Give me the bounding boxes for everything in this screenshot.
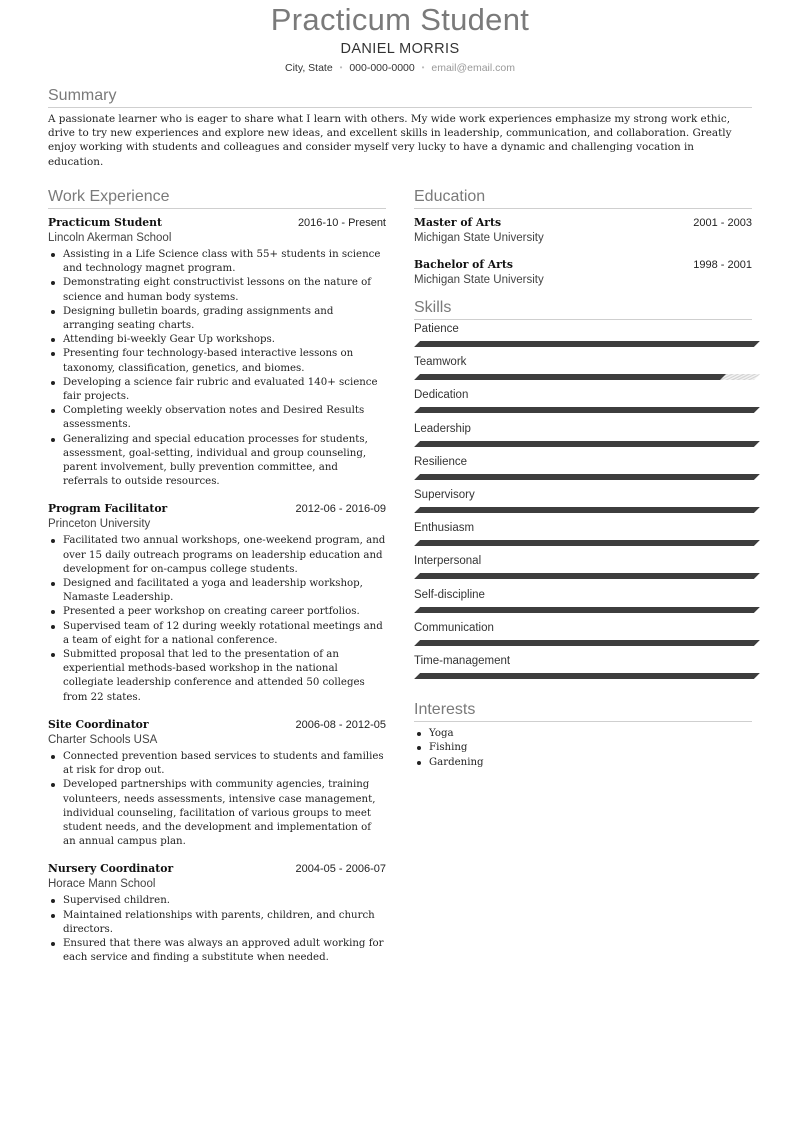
skill-level-bar	[414, 607, 760, 613]
skill-level-bar	[414, 640, 760, 646]
job-bullet: Assisting in a Life Science class with 55+ students in science and technology magnet program.	[48, 248, 386, 276]
skill-level-bar	[414, 341, 760, 347]
skill-item	[414, 552, 752, 585]
education-heading: Education	[414, 187, 752, 209]
job-bullet: Facilitated two annual workshops, one-weekend program, and over 15 daily outreach programs on leadership education and development for on-campus college students.	[48, 534, 386, 577]
skill-level-bar	[414, 673, 760, 679]
job-dates: 2016-10 - Present	[297, 217, 386, 229]
job-bullet: Supervised team of 12 during weekly rotational meetings and a team of eight for a national conference.	[48, 620, 386, 648]
degree-title: Bachelor of Arts	[414, 258, 513, 271]
skill-name: Supervisory	[414, 488, 475, 501]
education-entry	[414, 258, 752, 286]
job-bullet: Presenting four technology-based interactive lessons on taxonomy, classification, genetics, and biomes.	[48, 347, 386, 375]
job-bullet: Developing a science fair rubric and evaluated 140+ science fair projects.	[48, 376, 386, 404]
skill-item	[414, 652, 752, 685]
contact-city: City, State	[285, 62, 333, 74]
skill-item	[414, 486, 752, 519]
candidate-name: DANIEL MORRIS	[340, 41, 460, 57]
contact-line	[0, 62, 800, 74]
summary-text: A passionate learner who is eager to share what I learn with others. My wide work experiences emphasize my strong work ethic, drive to try new experiences and explore new ideas, and excellent skills in leadership, communication, and collaboration. Greatly enjoy working with students and colleagues and consider myself very lucky to have a dynamic and challenging vocation in education.	[48, 113, 732, 168]
skill-name: Communication	[414, 621, 494, 634]
skill-name: Dedication	[414, 389, 469, 402]
contact-separator: •	[339, 63, 343, 72]
skills-section	[414, 298, 752, 685]
job-header-row	[48, 718, 386, 731]
contact-separator: •	[421, 63, 425, 72]
job-dates: 2004-05 - 2006-07	[295, 863, 386, 876]
degree-title: Master of Arts	[414, 216, 502, 229]
skill-name: Interpersonal	[414, 555, 482, 568]
job-bullet: Maintained relationships with parents, children, and church directors.	[48, 909, 386, 937]
resume-title: Practicum Student	[270, 2, 530, 37]
job-bullet: Designing bulletin boards, grading assignments and arranging seating charts.	[48, 305, 386, 333]
job-header-row	[48, 216, 386, 229]
skill-level-fill	[414, 607, 760, 613]
skill-level-fill	[414, 341, 760, 347]
skills-heading: Skills	[414, 298, 752, 320]
job-bullet: Connected prevention based services to students and families at risk for drop out.	[48, 750, 386, 778]
job-title: Nursery Coordinator	[48, 862, 174, 876]
skills-list	[414, 320, 752, 685]
skill-level-fill	[414, 474, 760, 480]
skill-name: Patience	[414, 323, 459, 335]
work-experience-section	[48, 187, 386, 965]
education-dates: 2001 - 2003	[693, 217, 752, 229]
job-bullets	[48, 750, 386, 849]
job-bullets	[48, 248, 386, 489]
education-entry	[414, 216, 752, 244]
contact-phone: 000-000-0000	[349, 62, 415, 74]
school-name: Michigan State University	[414, 274, 544, 286]
work-experience-heading: Work Experience	[48, 187, 386, 209]
skill-level-fill	[414, 407, 760, 413]
skill-item	[414, 320, 752, 353]
summary-section	[48, 86, 752, 169]
skill-item	[414, 453, 752, 486]
skill-level-bar	[414, 474, 760, 480]
job-bullet: Ensured that there was always an approved adult working for each service and finding a substitute when needed.	[48, 937, 386, 965]
job-bullet: Designed and facilitated a yoga and leadership workshop, Namaste Leadership.	[48, 577, 386, 605]
skill-level-fill	[414, 507, 760, 513]
skill-level-fill	[414, 540, 760, 546]
skill-item	[414, 586, 752, 619]
interests-list	[414, 727, 752, 770]
job-bullet: Presented a peer workshop on creating career portfolios.	[48, 605, 386, 619]
skill-item	[414, 353, 752, 386]
interests-section	[414, 700, 752, 770]
jobs-list	[48, 216, 386, 965]
skill-level-bar	[414, 374, 760, 380]
skill-level-bar	[414, 540, 760, 546]
skill-name: Resilience	[414, 455, 468, 468]
job-header-row	[48, 862, 386, 875]
job-header-row	[48, 502, 386, 515]
education-header-row	[414, 216, 752, 229]
job-organization: Charter Schools USA	[48, 733, 158, 746]
job-bullets	[48, 894, 386, 965]
skill-level-fill	[414, 573, 760, 579]
skill-name: Teamwork	[414, 356, 467, 369]
skill-level-bar	[414, 407, 760, 413]
education-list	[414, 216, 752, 286]
job-dates: 2006-08 - 2012-05	[295, 718, 386, 731]
interest-item: Gardening	[414, 756, 752, 770]
skill-level-fill	[414, 374, 726, 380]
job-bullet: Supervised children.	[48, 894, 386, 908]
skill-level-fill	[414, 673, 760, 679]
interests-heading: Interests	[414, 700, 752, 722]
right-column	[414, 187, 752, 770]
job-entry	[48, 216, 386, 489]
education-dates: 1998 - 2001	[693, 259, 752, 271]
interest-item: Yoga	[414, 727, 752, 741]
job-bullet: Attending bi-weekly Gear Up workshops.	[48, 333, 386, 347]
job-bullet: Developed partnerships with community agencies, training volunteers, needs assessments, intensive case management, individual counseling, facilitation of various groups to meet student needs, and the development and implementation of an annual campus plan.	[48, 778, 386, 849]
skill-item	[414, 619, 752, 652]
skill-name: Leadership	[414, 422, 471, 435]
school-name: Michigan State University	[414, 232, 544, 244]
job-bullet: Demonstrating eight constructivist lessons on the nature of science and human body systems.	[48, 276, 386, 304]
job-entry	[48, 862, 386, 965]
job-title: Site Coordinator	[48, 717, 149, 731]
job-entry	[48, 502, 386, 704]
job-entry	[48, 718, 386, 849]
skill-level-bar	[414, 573, 760, 579]
summary-heading: Summary	[48, 86, 752, 108]
skill-level-bar	[414, 441, 760, 447]
skill-name: Enthusiasm	[414, 522, 475, 535]
job-organization: Horace Mann School	[48, 878, 156, 891]
contact-email[interactable]: email@email.com	[431, 62, 515, 74]
skill-name: Time-management	[414, 654, 511, 667]
job-organization: Princeton University	[48, 518, 151, 531]
job-bullets	[48, 534, 386, 704]
interest-item: Fishing	[414, 741, 752, 755]
skill-item	[414, 420, 752, 453]
skill-item	[414, 519, 752, 552]
job-bullet: Submitted proposal that led to the presentation of an experiential methods-based workshop in the national collegiate leadership conference and attended 50 colleges from 22 states.	[48, 648, 386, 705]
skill-item	[414, 386, 752, 419]
skill-name: Self-discipline	[414, 588, 485, 601]
job-organization: Lincoln Akerman School	[48, 232, 172, 244]
job-bullet: Completing weekly observation notes and Desired Results assessments.	[48, 404, 386, 432]
education-header-row	[414, 258, 752, 271]
skill-level-fill	[414, 441, 760, 447]
skill-level-bar	[414, 507, 760, 513]
education-section	[414, 187, 752, 286]
job-dates: 2012-06 - 2016-09	[295, 503, 386, 516]
job-title: Practicum Student	[48, 216, 162, 229]
job-title: Program Facilitator	[48, 502, 168, 516]
job-bullet: Generalizing and special education processes for students, assessment, goal-setting, individual and group counseling, parent involvement, bully prevention committee, and referrals to outside resources.	[48, 433, 386, 490]
skill-level-fill	[414, 640, 760, 646]
